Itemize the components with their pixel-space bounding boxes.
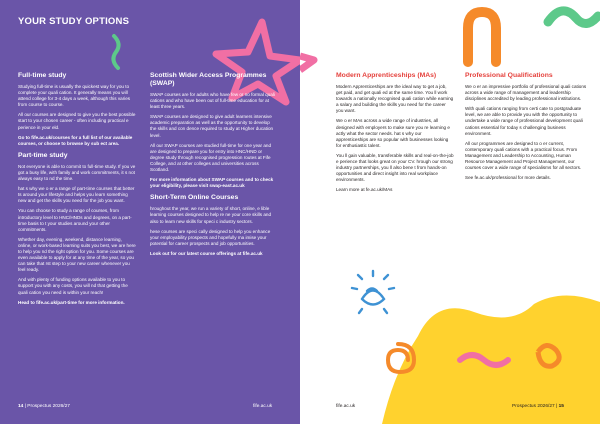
professional-link[interactable]: See fe.ac.uk/professional for more details. (465, 175, 551, 181)
part-time-paragraph: You can choose to study a range of courses, from introductory level to HNC/HNDs and degrees, on a part-time basis to t your studies around your other commitments. (18, 208, 132, 232)
part-time-title: Part-time study (18, 151, 68, 159)
apprenticeships-link[interactable]: Learn more at fe.ac.uk/MAs (336, 187, 393, 193)
short-term-paragraph: hroughout the year, we run a variety of short, online, e lible learning courses designed to help re ne your core skills and also to learn new skills for speci c industry sectors. (150, 206, 272, 224)
page-heading: YOUR STUDY OPTIONS (18, 16, 130, 27)
part-time-paragraph: Not everyone is able to commit to full-time study. If you ve got a busy life, with family and work commitments, it s not always easy to nd the time. (18, 163, 136, 182)
orange-arch-shape (468, 12, 496, 62)
left-footer-site[interactable]: fife.ac.uk (253, 404, 273, 409)
left-column-1 (18, 72, 136, 310)
apprenticeships-title: Modern Apprenticeships (MAs) (336, 72, 437, 79)
footer-separator: | (24, 404, 28, 409)
right-footer-site[interactable]: fife.ac.uk (336, 404, 356, 409)
swap-link[interactable]: For more information about SWAP courses and to check your eligibility, please visit swap-east.ac.uk (150, 177, 274, 189)
professional-title: Professional Qualifications (465, 72, 553, 79)
pink-star-tip-shape (300, 56, 314, 70)
part-time-paragraph: And with plenty of funding options available to you to support you with any costs, you will nd that getting the quali cation you need is within your reach! (18, 277, 128, 295)
right-page (300, 0, 600, 424)
page-number: 14 (18, 404, 24, 409)
short-term-link[interactable]: Look out for our latest course offerings at fife.ac.uk (150, 250, 263, 256)
page-number: 15 (558, 404, 564, 409)
apprenticeships-paragraph: You ll gain valuable, transferable skills and real-on-the-job e perience that looks great on your CV. hrough our strong industry partnerships, you ll also bene t from hands-on opportunities and direct insight into real workplace environments. (336, 152, 454, 183)
short-term-paragraph: hese courses are speci cally designed to help you enhance your employability prospects and hopefully ma imise your potential for career prospects and job opportunities. (150, 228, 271, 246)
part-time-paragraph: hat s why we o er a range of part-time courses that better ts around your lifestyle and helps you learn something new and get the skills you need for the job you want. (18, 186, 135, 204)
right-column-2 (465, 72, 587, 185)
full-time-paragraph: All our courses are designed to give you the best possible start to your chosen career - often including practical e perience in your eld. (18, 112, 136, 130)
short-term-title: Short-Term Online Courses (150, 194, 239, 202)
footer-publication: Prospectus 2026/27 (27, 404, 70, 409)
swap-paragraph: SWAP courses are for adults who have few or no formal quali cations and who have been out of full-time education for at least three years. (150, 92, 275, 110)
right-page-decorations (300, 0, 600, 424)
professional-paragraph: With quali cations ranging from certi cate to postgraduate level, we are able to provide you with the opportunity to undertake a wide range of professional development quali cations essential for today s challenging business environment. (465, 106, 583, 136)
full-time-paragraph: Studying full-time is usually the quickest way for you to complete your quali cation. It generally means you will attend college for 3-4 days a week, although this varies from course to course. (18, 84, 131, 108)
apprenticeships-paragraph: Modern Apprenticeships are the ideal way to get a job, get paid, and get quali ed at the same time. You ll work towards a nationally recognised quali cation while earning a salary and building the skills you need for the career you want. (336, 84, 454, 114)
professional-paragraph: We o er an impressive portfolio of professional quali cations across a wide range of management and leadership disciplines accredited by leading professional institutions. (465, 84, 587, 102)
left-column-2 (150, 72, 276, 261)
full-time-title: Full-time study (18, 72, 67, 79)
professional-paragraph: All our programmes are designed to o er current, contemporary quali cations with a practical focus. From Management and Leadership to Accounting, Human Resource Management and Project Management, our courses cover a wide range of specialisms for all sectors. (465, 140, 582, 171)
green-squiggle-shape (113, 36, 118, 68)
blue-sun-shape (352, 271, 394, 313)
swap-title: Scottish Wider Access Programmes (SWAP) (150, 72, 267, 87)
footer-separator: | (556, 404, 559, 409)
apprenticeships-paragraph: We o er MAs across a wide range of industries, all designed with employers to make sure you re learning e actly what the sector needs. hat s why our apprenticeships are so popular with businesses looking for enthusiastic talent. (336, 118, 450, 148)
full-time-courses-link[interactable]: Go to fife.ac.uk/courses for a full list of our available courses, or choose to browse by sub ect area. (18, 134, 133, 146)
left-footer (18, 404, 70, 409)
part-time-paragraph: Whether day, evening, weekend, distance learning, online, or work-based learning suits you best, we are here to help you nd the right option for you. Some courses are even available to apply for at any time of the year, so you can take that rst step to your new career whenever you feel ready. (18, 236, 136, 273)
right-column-1 (336, 72, 454, 198)
part-time-link[interactable]: Head to fife.ac.uk/part-time for more information. (18, 299, 125, 305)
right-footer (512, 404, 564, 409)
swap-paragraph: All our SWAP courses are studied full-time for one year and are designed to prepare you for entry into HNC/HND or degree study through recognised progression routes at Fife College, and at other colleges and universities across Scotland. (150, 142, 272, 173)
swap-paragraph: SWAP courses are designed to give adult learners intensive academic preparation as well as the opportunity to develop the skills and con dence required to study at Higher ducation level. (150, 114, 274, 138)
footer-publication: Prospectus 2026/27 (512, 404, 555, 409)
green-curl-shape (548, 11, 598, 24)
